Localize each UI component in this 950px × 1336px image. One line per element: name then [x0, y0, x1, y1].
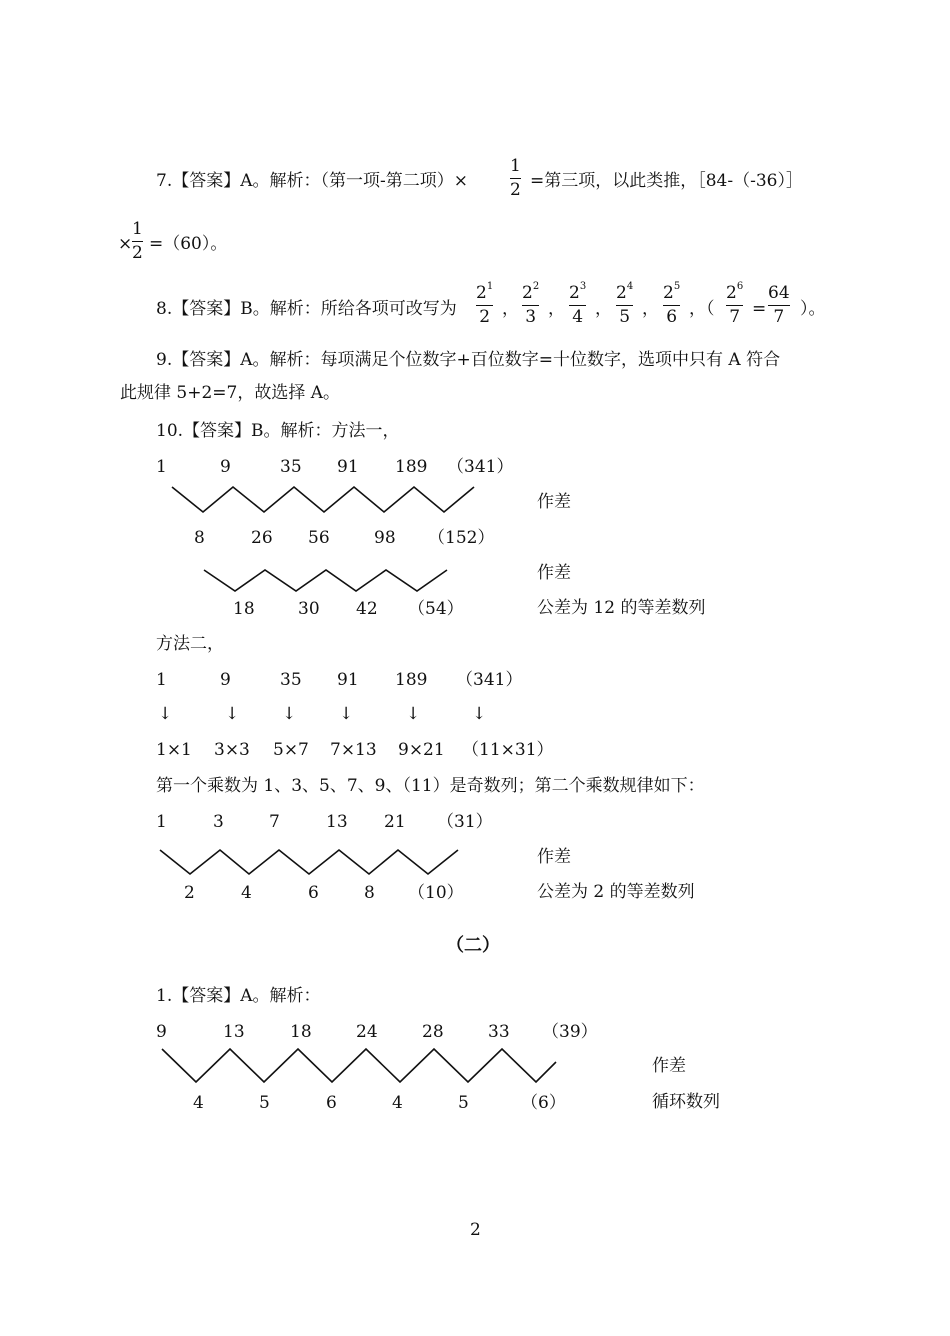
separator: ，（ — [689, 299, 715, 319]
section-title: （二） — [446, 935, 500, 956]
fraction-numerator: $2^6$ — [726, 281, 744, 303]
fraction-numerator: $2^2$ — [522, 281, 540, 303]
q8-equals: = — [752, 299, 767, 319]
fraction-denominator: 4 — [572, 307, 584, 327]
fraction-denominator: 6 — [666, 307, 678, 327]
sequence-term: （341） — [447, 457, 514, 477]
fraction-denominator: 2 — [132, 243, 143, 263]
difference-term: 98 — [374, 528, 396, 548]
sequence-term: 1 — [156, 457, 167, 477]
second-factor-term: 1 — [156, 812, 167, 832]
q10-note-diff-3: 作差 — [537, 847, 571, 867]
product-term: 1×1 — [156, 740, 192, 760]
difference-term: （10） — [408, 883, 464, 903]
sequence-term: 9 — [156, 1022, 167, 1042]
fraction-numerator: $2^1$ — [476, 281, 494, 303]
difference-term: 4 — [193, 1093, 204, 1113]
separator: ， — [642, 299, 659, 319]
q10-note-diff-1: 作差 — [537, 492, 571, 512]
sequence-term: 13 — [223, 1022, 245, 1042]
separator: ， — [548, 299, 565, 319]
s2-note-diff: 作差 — [652, 1056, 686, 1076]
sequence-term: （39） — [542, 1022, 598, 1042]
product-term: 5×7 — [273, 740, 309, 760]
q9-line1: 9.【答案】A。解析：每项满足个位数字+百位数字=十位数字，选项中只有 A 符合 — [156, 350, 781, 370]
exponent: 4 — [626, 281, 634, 292]
sequence-term: 33 — [488, 1022, 510, 1042]
fraction-numerator: 1 — [132, 219, 143, 239]
fraction-denominator: 2 — [510, 180, 521, 200]
sequence-term: 91 — [337, 457, 359, 477]
difference-term: 8 — [194, 528, 205, 548]
second-difference-term: 18 — [233, 599, 255, 619]
sequence-term: 189 — [395, 457, 428, 477]
q7-line1-b: =第三项，以此类推，［84-（-36）］ — [530, 171, 803, 191]
fraction-numerator: $2^4$ — [616, 281, 634, 303]
difference-term: 56 — [308, 528, 330, 548]
exponent: 2 — [532, 281, 540, 292]
fraction-numerator: 1 — [510, 156, 521, 176]
sequence-term: 9 — [220, 670, 231, 690]
fraction-denominator: 3 — [525, 307, 537, 327]
sequence-term: 1 — [156, 670, 167, 690]
fraction-denominator: 2 — [479, 307, 491, 327]
exponent: 6 — [736, 281, 744, 292]
q9-line2: 此规律 5+2=7，故选择 A。 — [120, 383, 341, 403]
sequence-term: 28 — [422, 1022, 444, 1042]
difference-term: （6） — [521, 1093, 566, 1113]
fraction-numerator: $2^5$ — [663, 281, 681, 303]
sequence-term: 18 — [290, 1022, 312, 1042]
q10-m2-description: 第一个乘数为 1、3、5、7、9、（11）是奇数列；第二个乘数规律如下： — [156, 776, 705, 796]
product-term: 9×21 — [398, 740, 445, 760]
fraction-denominator: 7 — [773, 307, 785, 327]
q7-line2-b: =（60）。 — [149, 234, 228, 254]
difference-term: 5 — [259, 1093, 270, 1113]
sequence-term: 35 — [280, 457, 302, 477]
down-arrow-icon: ↓ — [158, 704, 173, 724]
fraction-denominator: 7 — [729, 307, 741, 327]
q7-line2-a: × — [118, 234, 133, 254]
down-arrow-icon: ↓ — [472, 704, 487, 724]
product-term: （11×31） — [462, 740, 554, 760]
difference-term: 6 — [326, 1093, 337, 1113]
sequence-term: 35 — [280, 670, 302, 690]
difference-term: 4 — [392, 1093, 403, 1113]
difference-term: 6 — [308, 883, 319, 903]
exponent: 1 — [486, 281, 494, 292]
second-factor-term: 21 — [384, 812, 406, 832]
separator: ， — [502, 299, 519, 319]
q10-m2-lead: 方法二， — [156, 634, 224, 654]
difference-term: 5 — [458, 1093, 469, 1113]
q7-line1-a: 7.【答案】A。解析：（第一项-第二项）× — [156, 171, 468, 191]
sequence-term: （341） — [456, 670, 523, 690]
fraction-numerator: 64 — [768, 283, 790, 303]
q8-lead: 8.【答案】B。解析：所给各项可改写为 — [156, 299, 457, 319]
exponent: 3 — [579, 281, 587, 292]
second-difference-term: 42 — [356, 599, 378, 619]
second-factor-term: （31） — [437, 812, 493, 832]
q10-note-ap2: 公差为 2 的等差数列 — [537, 882, 695, 902]
s2-note-cycle: 循环数列 — [652, 1092, 720, 1112]
second-difference-term: （54） — [408, 599, 464, 619]
second-factor-term: 7 — [269, 812, 280, 832]
q10-lead: 10.【答案】B。解析：方法一， — [156, 421, 400, 441]
second-factor-term: 3 — [213, 812, 224, 832]
q8-close: ）。 — [800, 299, 826, 319]
difference-term: 4 — [241, 883, 252, 903]
sequence-term: 9 — [220, 457, 231, 477]
page-number: 2 — [470, 1220, 481, 1240]
product-term: 7×13 — [330, 740, 377, 760]
second-difference-term: 30 — [298, 599, 320, 619]
down-arrow-icon: ↓ — [339, 704, 354, 724]
difference-term: 2 — [184, 883, 195, 903]
difference-term: （152） — [428, 528, 495, 548]
s2-q1-lead: 1.【答案】A。解析： — [156, 986, 321, 1006]
q10-note-diff-2: 作差 — [537, 563, 571, 583]
second-factor-term: 13 — [326, 812, 348, 832]
q10-note-ap12: 公差为 12 的等差数列 — [537, 598, 706, 618]
down-arrow-icon: ↓ — [282, 704, 297, 724]
product-term: 3×3 — [214, 740, 250, 760]
fraction-numerator: $2^3$ — [569, 281, 587, 303]
sequence-term: 24 — [356, 1022, 378, 1042]
difference-term: 26 — [251, 528, 273, 548]
exponent: 5 — [673, 281, 681, 292]
down-arrow-icon: ↓ — [406, 704, 421, 724]
difference-term: 8 — [364, 883, 375, 903]
sequence-term: 189 — [395, 670, 428, 690]
separator: ， — [595, 299, 612, 319]
fraction-denominator: 5 — [619, 307, 631, 327]
down-arrow-icon: ↓ — [225, 704, 240, 724]
sequence-term: 91 — [337, 670, 359, 690]
